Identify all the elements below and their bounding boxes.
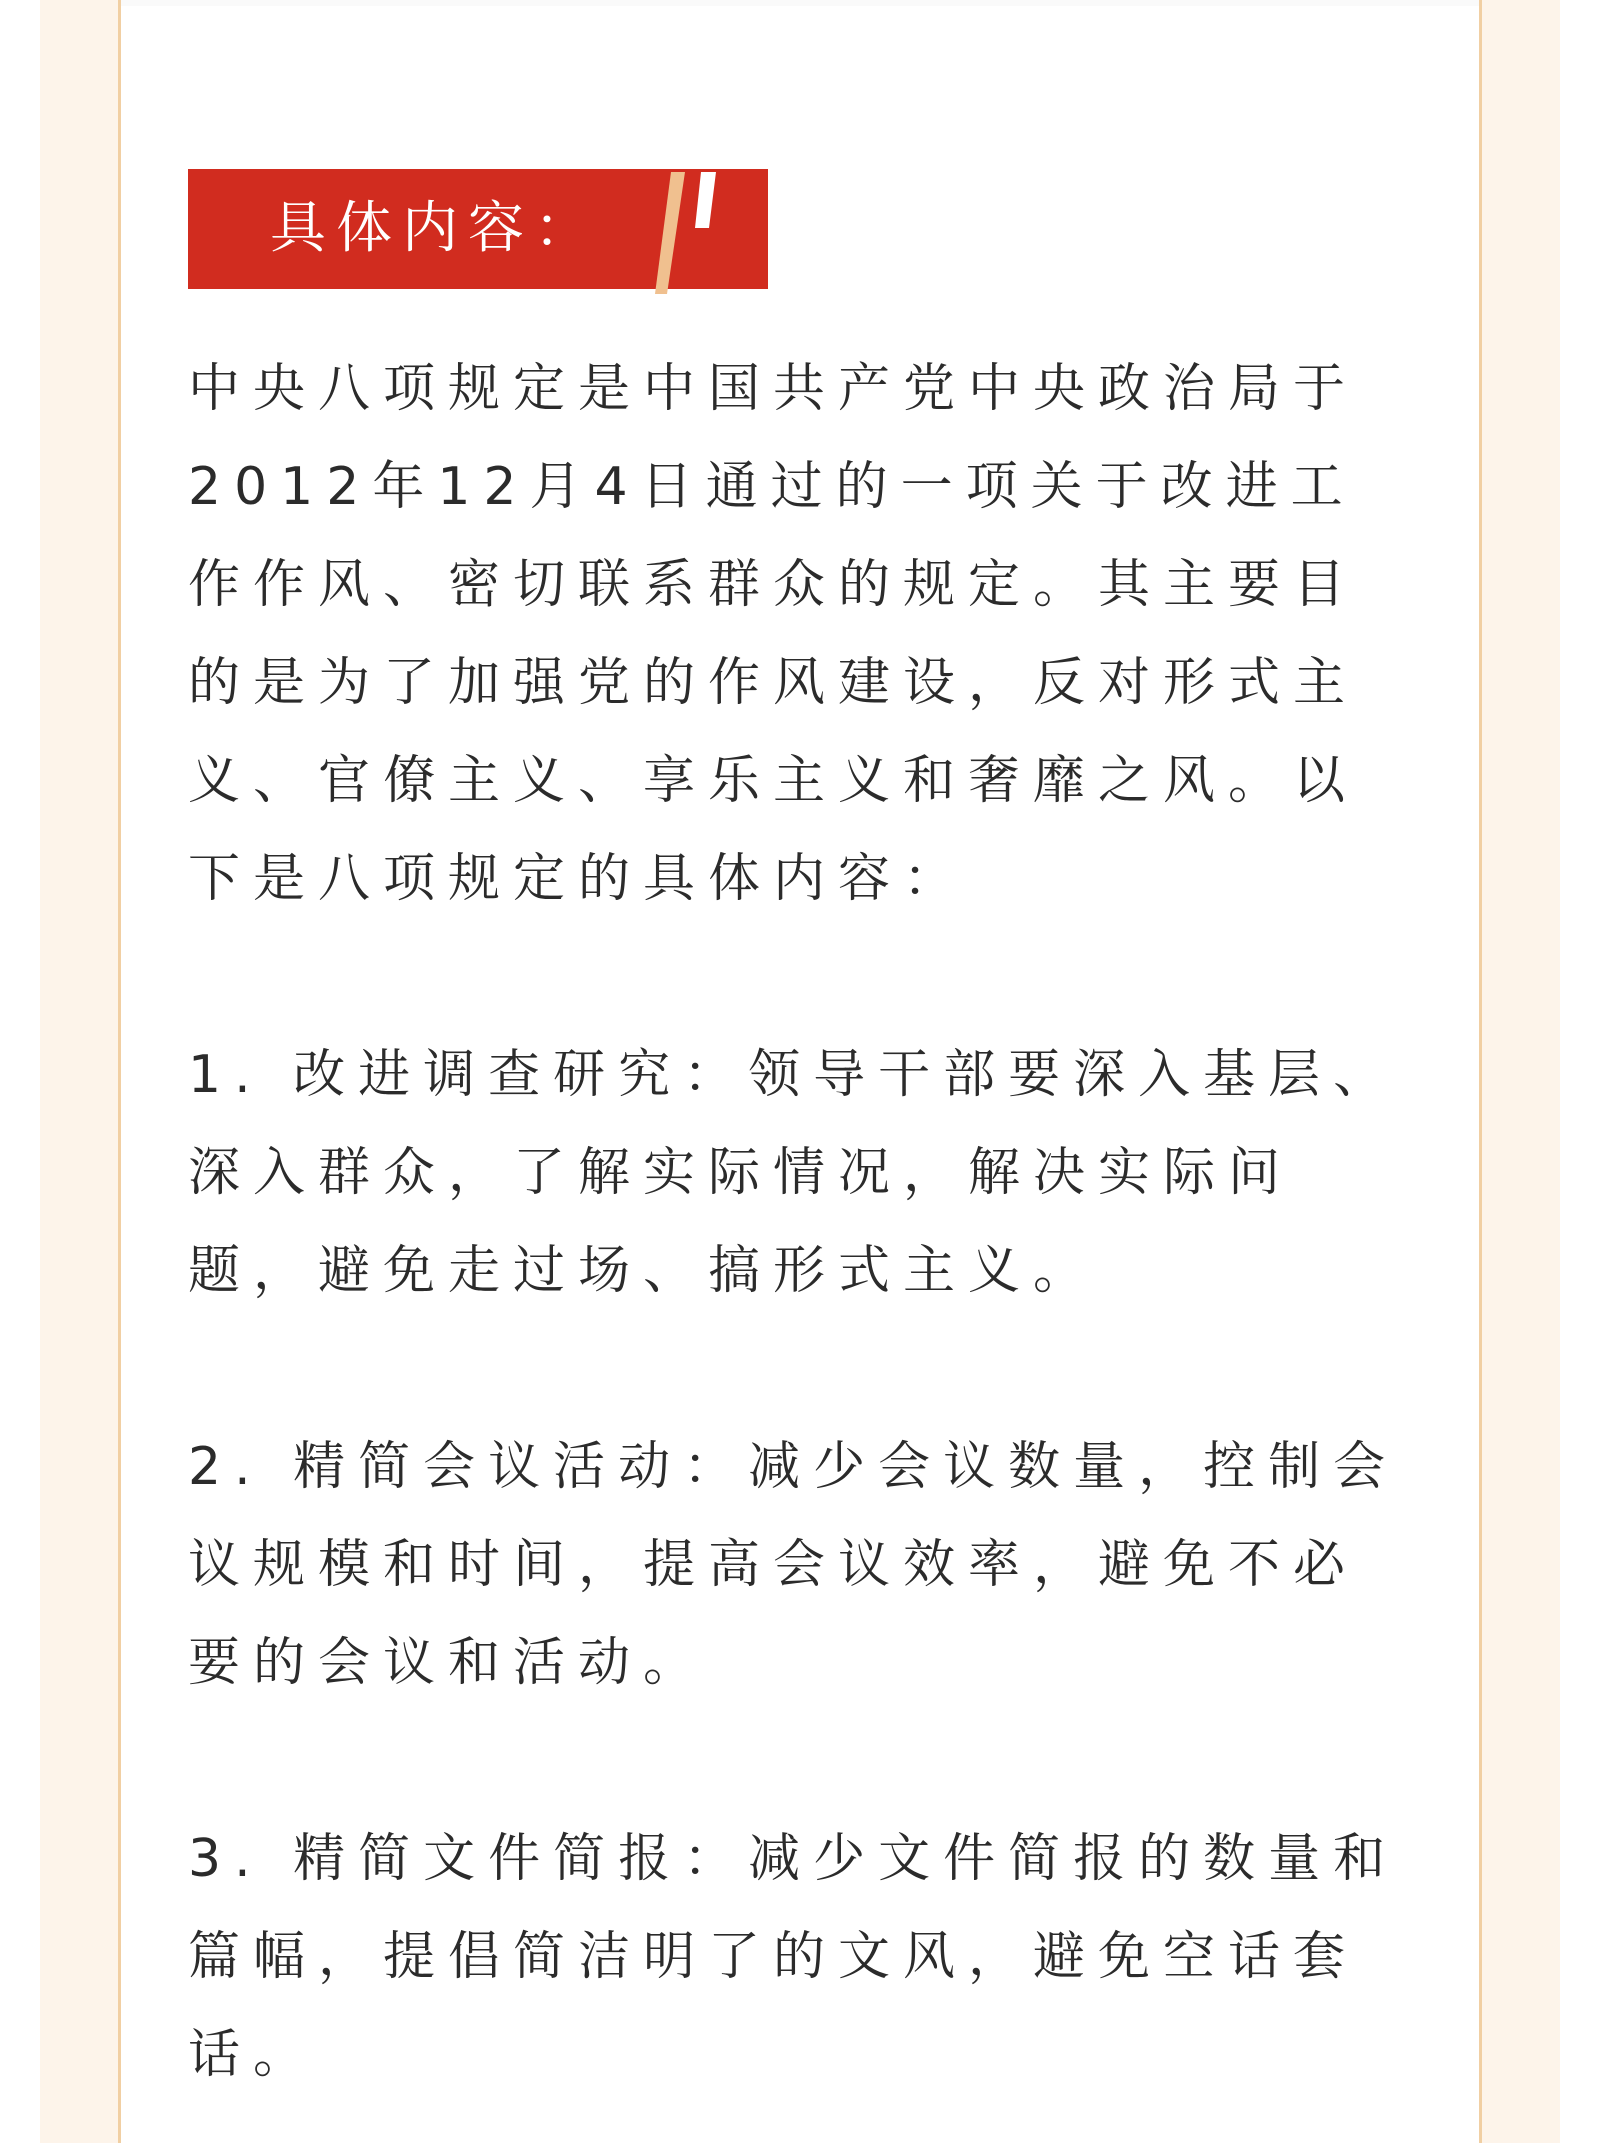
intro-paragraph: 中央八项规定是中国共产党中央政治局于2012年12月4日通过的一项关于改进工作作风、密切联系群众的规定。其主要目的是为了加强党的作风建设，反对形式主义、官僚主义、享乐主义和奢靡之风。以下是八项规定的具体内容： bbox=[188, 359, 1359, 909]
list-item-1: 1. 改进调查研究：领导干部要深入基层、深入群众，了解实际情况，解决实际问题，避免走过场、搞形式主义。 bbox=[188, 1045, 1399, 1301]
list-item-2: 2. 精简会议活动：减少会议数量，控制会议规模和时间，提高会议效率，避免不必要的会议和活动。 bbox=[188, 1437, 1399, 1693]
article-body bbox=[188, 340, 1410, 2104]
top-divider bbox=[121, 0, 1479, 6]
section-heading: 具体内容： bbox=[270, 196, 600, 261]
right-cream-band bbox=[1482, 0, 1560, 2143]
paragraph-spacer bbox=[188, 1320, 1410, 1418]
paragraph-spacer bbox=[188, 1712, 1410, 1810]
left-cream-band bbox=[40, 0, 118, 2143]
list-item-3: 3. 精简文件简报：减少文件简报的数量和篇幅，提倡简洁明了的文风，避免空话套话。 bbox=[188, 1829, 1399, 2085]
slash-decoration-icon bbox=[655, 166, 735, 298]
paragraph-spacer bbox=[188, 928, 1410, 1026]
